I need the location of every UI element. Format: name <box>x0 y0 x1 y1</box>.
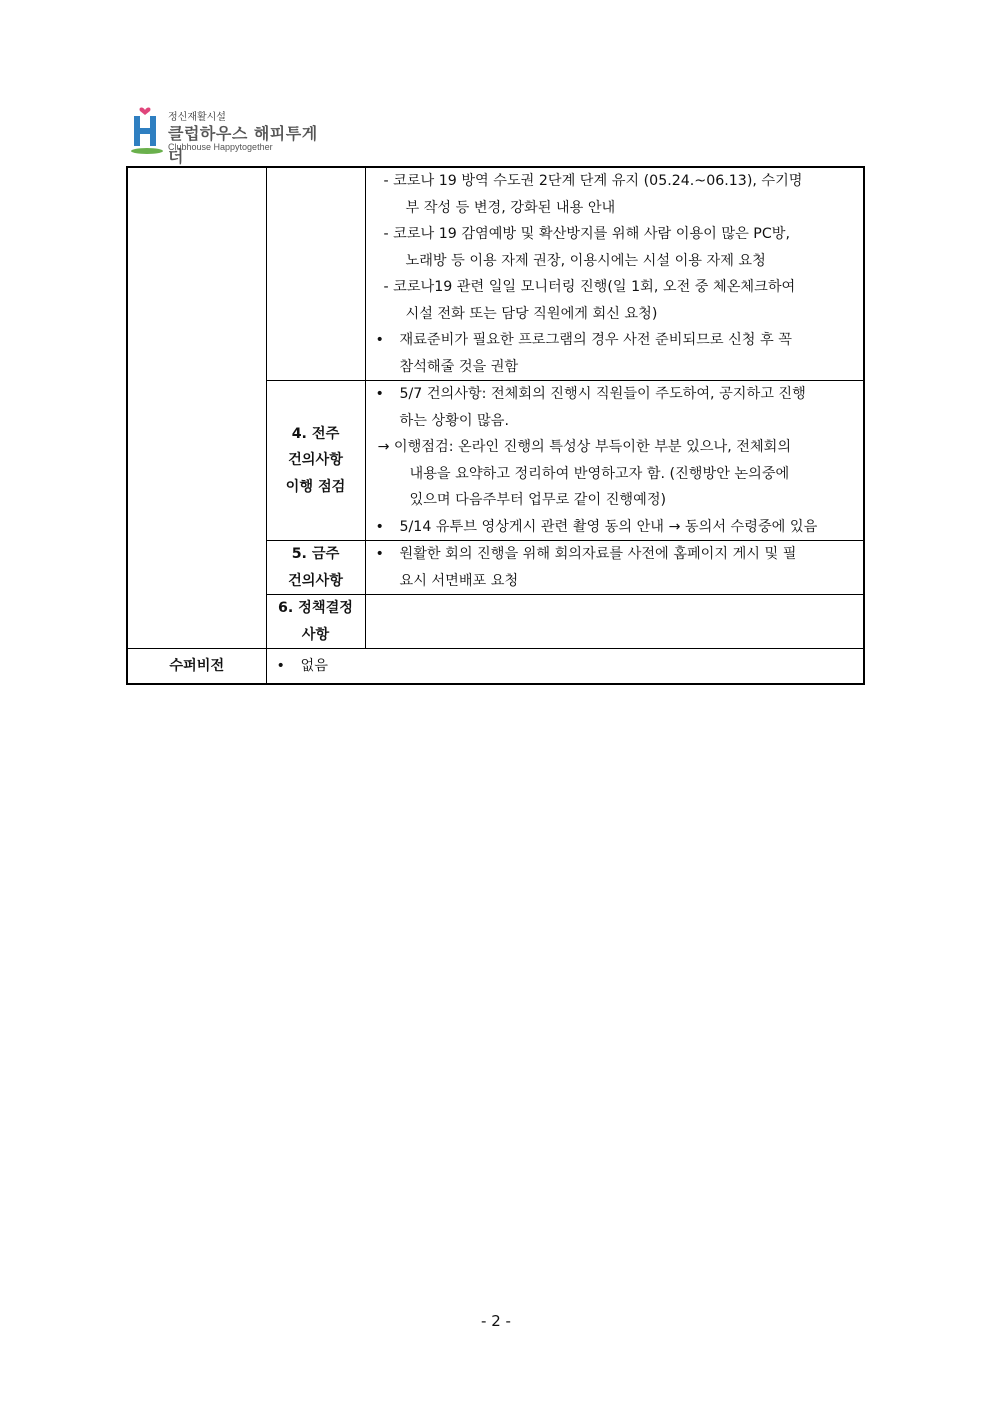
bullet-item: • 원활한 회의 진행을 위해 회의자료를 사전에 홈페이지 게시 및 필 요시 서면배포 요청 <box>372 541 856 594</box>
page-number: - 2 - <box>481 1312 511 1330</box>
dash-item: - 코로나19 관련 일일 모니터링 진행(일 1회, 오전 중 체온체크하여 시설 전화 또는 담당 직원에게 회신 요청) <box>383 279 796 322</box>
logo-org-text: 정신재활시설 <box>168 112 226 123</box>
meeting-minutes-table <box>126 166 865 685</box>
previous-week-label: 4. 전주 건의사항 이행 점검 <box>266 381 365 541</box>
bullet-icon: • <box>375 518 384 535</box>
logo-english-text: Clubhouse Happytogether <box>168 142 273 152</box>
supervision-label: 수퍼비전 <box>127 649 266 685</box>
this-week-content <box>365 541 864 595</box>
continued-label-cell <box>266 167 365 381</box>
logo-mark-icon <box>128 104 166 156</box>
bullet-item: • 재료준비가 필요한 프로그램의 경우 사전 준비되므로 신청 후 꼭 참석해줄 것을 권함 <box>372 327 856 380</box>
arrow-item: → 이행점검: 온라인 진행의 특성상 부득이한 부분 있으나, 전체회의 내용을 요약하고 정리하여 반영하고자 함. (진행방안 논의중에 있으며 다음주부터 업무로 같이 진행예정) <box>377 439 792 508</box>
bullet-item: • 5/7 건의사항: 전체회의 진행시 직원들이 주도하여, 공지하고 진행 하는 상황이 많음. <box>372 381 856 434</box>
merged-category-cell <box>127 167 266 649</box>
previous-week-content <box>365 381 864 541</box>
bullet-icon: • <box>375 332 384 348</box>
dash-item: - 코로나 19 감염예방 및 확산방지를 위해 사람 이용이 많은 PC방, 노래방 등 이용 자제 권장, 이용시에는 시설 이용 자제 요청 <box>383 226 790 269</box>
this-week-label: 5. 금주 건의사항 <box>266 541 365 595</box>
dash-item: - 코로나 19 방역 수도권 2단계 단계 유지 (05.24.~06.13), 수기명 부 작성 등 변경, 강화된 내용 안내 <box>383 173 803 216</box>
policy-content <box>365 595 864 649</box>
bullet-icon: • <box>375 386 384 402</box>
bullet-item: • 없음 <box>273 653 856 680</box>
logo-name-text: 클럽하우스 해피투게더 <box>168 124 318 166</box>
clubhouse-logo <box>128 104 328 166</box>
row-continued <box>127 167 864 381</box>
policy-label: 6. 정책결정 사항 <box>266 595 365 649</box>
bullet-item: • 5/14 유투브 영상게시 관련 촬영 동의 안내 → 동의서 수령중에 있음 <box>372 514 856 541</box>
row-supervision <box>127 649 864 685</box>
continued-content-cell <box>365 167 864 381</box>
supervision-content <box>266 649 864 685</box>
bullet-icon: • <box>276 657 285 674</box>
bullet-icon: • <box>375 546 384 562</box>
